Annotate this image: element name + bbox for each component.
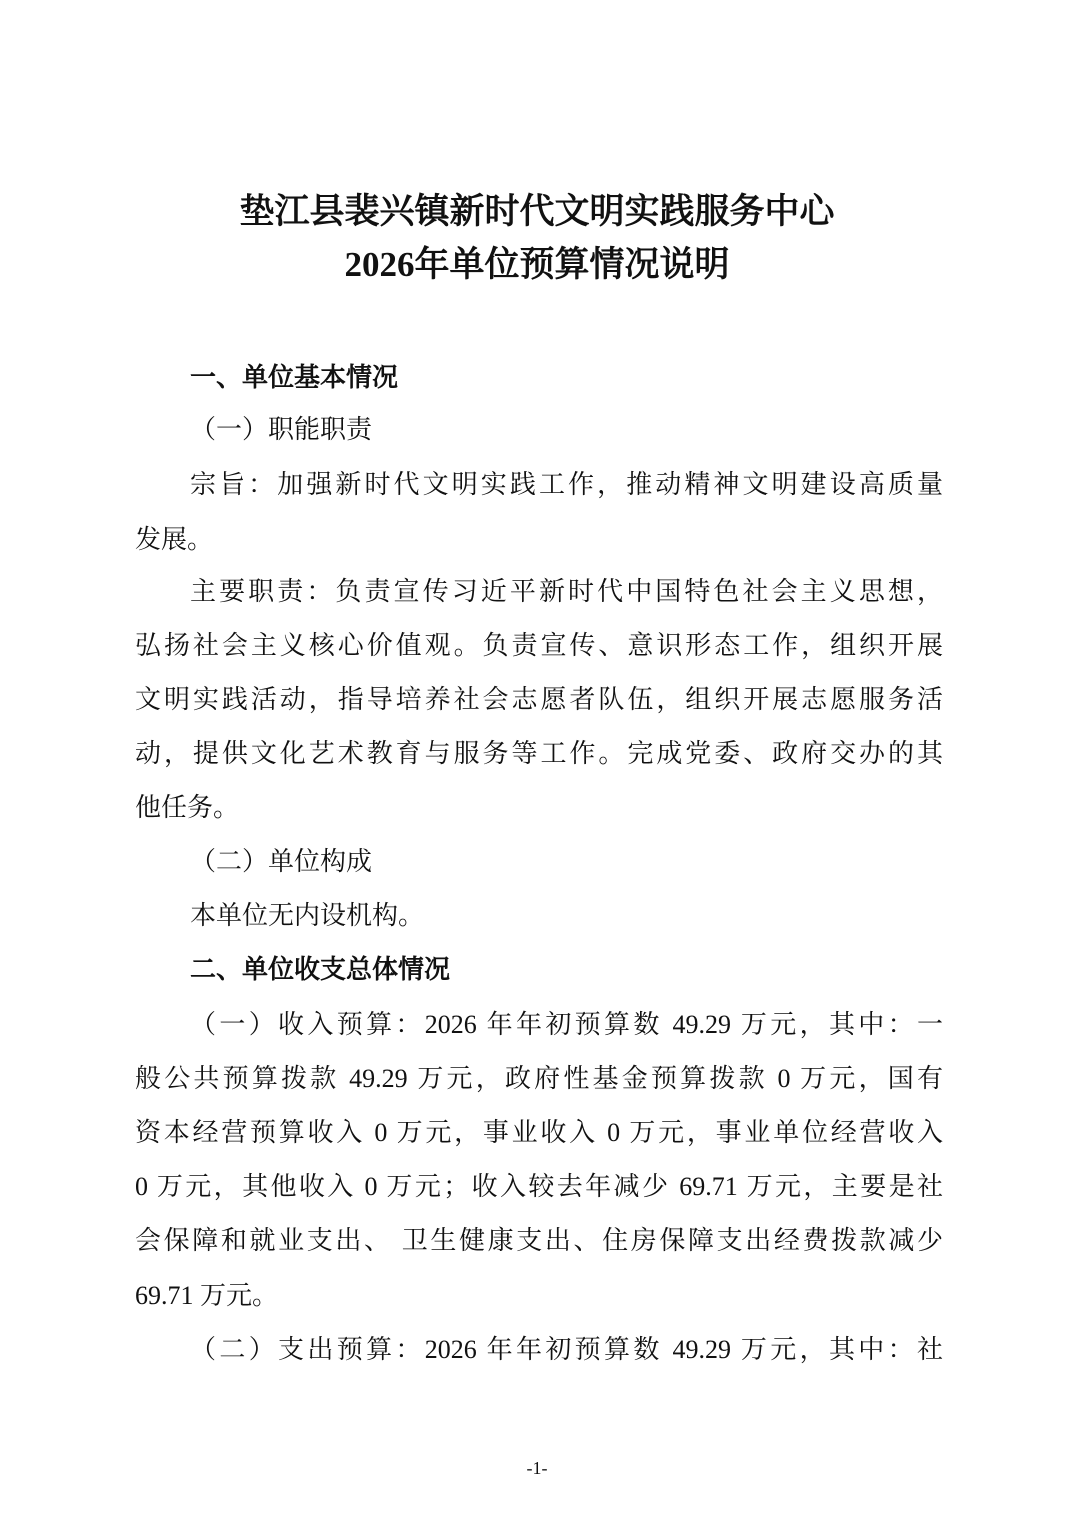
section-heading-2: 二、单位收支总体情况 — [190, 955, 451, 984]
paragraph-line: 本单位无内设机构。 — [190, 901, 425, 930]
paragraph-line: 69.71 万元。 — [135, 1281, 279, 1310]
paragraph-line: 他任务。 — [135, 793, 240, 822]
paragraph-line: 般公共预算拨款 49.29 万元，政府性基金预算拨款 0 万元，国有 — [135, 1064, 943, 1093]
paragraph-line: 弘扬社会主义核心价值观。负责宣传、意识形态工作，组织开展 — [135, 631, 943, 660]
paragraph-line: 宗旨：加强新时代文明实践工作，推动精神文明建设高质量 — [190, 470, 943, 499]
document-title-line2: 2026年单位预算情况说明 — [344, 245, 730, 284]
paragraph-line: 资本经营预算收入 0 万元，事业收入 0 万元，事业单位经营收入 — [135, 1118, 943, 1147]
subsection-heading: （一）职能职责 — [190, 415, 373, 444]
subsection-heading: （二）单位构成 — [190, 847, 373, 876]
paragraph-line: （一）收入预算：2026 年年初预算数 49.29 万元，其中：一 — [190, 1010, 943, 1039]
paragraph-line: （二）支出预算：2026 年年初预算数 49.29 万元，其中：社 — [190, 1335, 943, 1364]
document-title-line1: 垫江县裴兴镇新时代文明实践服务中心 — [239, 192, 835, 231]
paragraph-line: 会保障和就业支出、 卫生健康支出、住房保障支出经费拨款减少 — [135, 1226, 943, 1255]
paragraph-line: 发展。 — [135, 525, 214, 554]
paragraph-line: 动，提供文化艺术教育与服务等工作。完成党委、政府交办的其 — [135, 739, 943, 768]
paragraph-line: 主要职责：负责宣传习近平新时代中国特色社会主义思想， — [190, 577, 943, 606]
section-heading-1: 一、单位基本情况 — [190, 363, 399, 392]
paragraph-line: 0 万元，其他收入 0 万元；收入较去年减少 69.71 万元，主要是社 — [135, 1172, 943, 1201]
paragraph-line: 文明实践活动，指导培养社会志愿者队伍，组织开展志愿服务活 — [135, 685, 943, 714]
page-number: -1- — [526, 1458, 548, 1478]
